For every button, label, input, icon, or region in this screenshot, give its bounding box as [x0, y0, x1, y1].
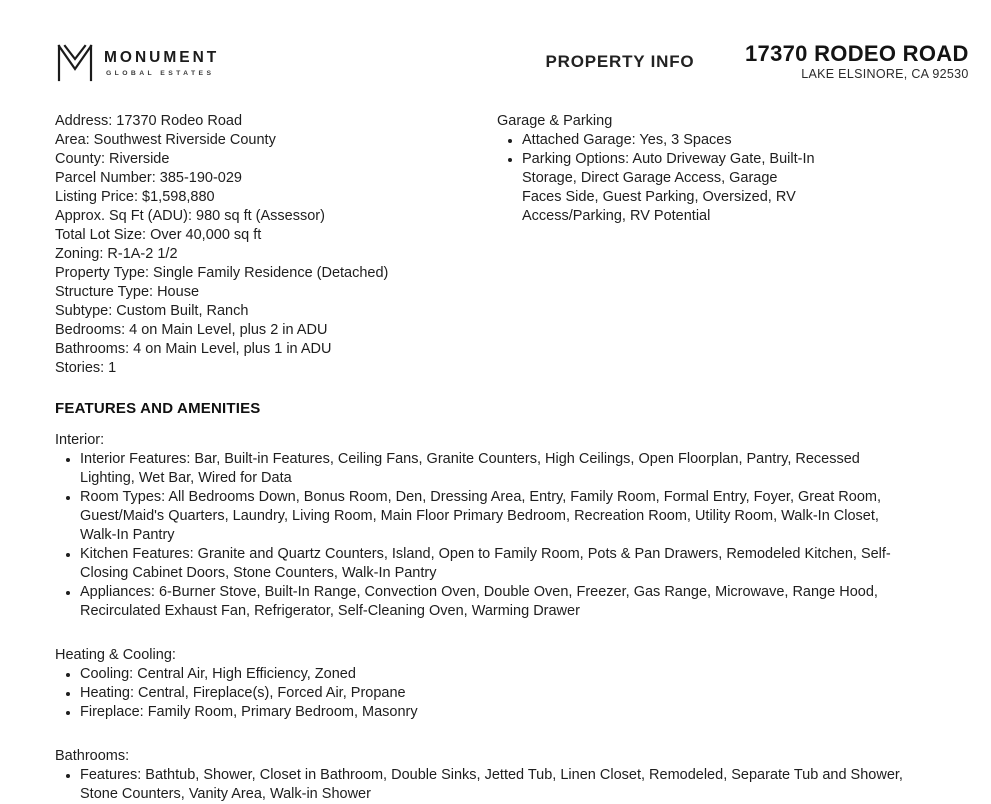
- interior-features-bullet: • Interior Features: Bar, Built-in Features, Ceiling Fans, Granite Counters, High Ceilings, Open Floorplan, Pantry, Recessed Lighting, Wet Bar, Wired for Data: [80, 450, 905, 488]
- interior-list: [55, 450, 905, 621]
- detail-county: County: Riverside: [55, 151, 170, 167]
- kitchen-features-bullet: • Kitchen Features: Granite and Quartz Counters, Island, Open to Family Room, Pots & Pan Drawers, Remodeled Kitchen, Self-Closing Cabinet Doors, Stone Counters, Walk-In Pantry: [80, 545, 905, 583]
- fireplace-bullet: • Fireplace: Family Room, Primary Bedroom, Masonry: [80, 703, 905, 722]
- brand-name: MONUMENT: [104, 49, 220, 66]
- appliances-bullet: • Appliances: 6-Burner Stove, Built-In Range, Convection Oven, Double Oven, Freezer, Gas Range, Microwave, Range Hood, Recirculated Exhaust Fan, Refrigerator, Self-Cleaning Oven, Warming Drawer: [80, 583, 905, 621]
- detail-lot-size: Total Lot Size: Over 40,000 sq ft: [55, 227, 262, 243]
- garage-bullet-parking-options: • Parking Options: Auto Driveway Gate, Built-In Storage, Direct Garage Access, Garage Faces Side, Guest Parking, Oversized, RV Access/Parking, RV Potential: [522, 150, 815, 226]
- bathrooms-title: Bathrooms:: [55, 748, 130, 764]
- brand-text: [104, 49, 219, 77]
- page-title: PROPERTY INFO: [545, 52, 695, 71]
- property-address-block: [745, 42, 969, 81]
- overview-section: [55, 112, 955, 378]
- features-amenities-section: [55, 399, 955, 804]
- detail-stories: Stories: 1: [55, 360, 117, 376]
- detail-bathrooms: Bathrooms: 4 on Main Level, plus 1 in ADU: [55, 341, 332, 357]
- brand-tagline: GLOBAL ESTATES: [106, 70, 215, 77]
- detail-property-type: Property Type: Single Family Residence (Detached): [55, 265, 389, 281]
- detail-parcel-number: Parcel Number: 385-190-029: [55, 170, 242, 186]
- detail-structure-type: Structure Type: House: [55, 284, 200, 300]
- interior-section: [55, 431, 905, 621]
- property-address: 17370 RODEO ROAD: [745, 41, 969, 66]
- detail-sqft-adu: Approx. Sq Ft (ADU): 980 sq ft (Assessor): [55, 208, 325, 224]
- heating-cooling-list: [55, 665, 905, 722]
- garage-parking-title: Garage & Parking: [497, 113, 613, 129]
- detail-zoning: Zoning: R-1A-2 1/2: [55, 246, 178, 262]
- detail-listing-price: Listing Price: $1,598,880: [55, 189, 215, 205]
- brand-logo: [55, 42, 495, 84]
- heating-bullet: • Heating: Central, Fireplace(s), Forced Air, Propane: [80, 684, 905, 703]
- monument-m-icon: [55, 42, 95, 84]
- cooling-bullet: • Cooling: Central Air, High Efficiency, Zoned: [80, 665, 905, 684]
- detail-area: Area: Southwest Riverside County: [55, 132, 276, 148]
- detail-subtype: Subtype: Custom Built, Ranch: [55, 303, 249, 319]
- header: [55, 41, 969, 94]
- detail-address: Address: 17370 Rodeo Road: [55, 113, 243, 129]
- bathrooms-list: [55, 766, 905, 804]
- room-types-bullet: • Room Types: All Bedrooms Down, Bonus Room, Den, Dressing Area, Entry, Family Room, Formal Entry, Foyer, Great Room, Guest/Maid's Quarters, Laundry, Living Room, Main Floor Primary Bedroom, Recreation Room, Utility Room, Walk-In Closet, Walk-In Pantry: [80, 488, 905, 545]
- heating-cooling-section: [55, 646, 905, 722]
- property-city-state-zip: LAKE ELSINORE, CA 92530: [801, 67, 969, 81]
- bathrooms-section: [55, 747, 905, 804]
- bathroom-features-bullet: • Features: Bathtub, Shower, Closet in Bathroom, Double Sinks, Jetted Tub, Linen Closet, Remodeled, Separate Tub and Shower, Stone Counters, Vanity Area, Walk-in Shower: [80, 766, 905, 804]
- garage-parking-section: [497, 112, 815, 378]
- garage-parking-list: [497, 131, 815, 226]
- detail-bedrooms: Bedrooms: 4 on Main Level, plus 2 in ADU: [55, 322, 328, 338]
- features-amenities-heading: FEATURES AND AMENITIES: [55, 400, 261, 417]
- property-details-list: [55, 112, 497, 378]
- heating-cooling-title: Heating & Cooling:: [55, 647, 176, 663]
- interior-title: Interior:: [55, 432, 105, 448]
- garage-bullet-attached-garage: • Attached Garage: Yes, 3 Spaces: [522, 131, 815, 150]
